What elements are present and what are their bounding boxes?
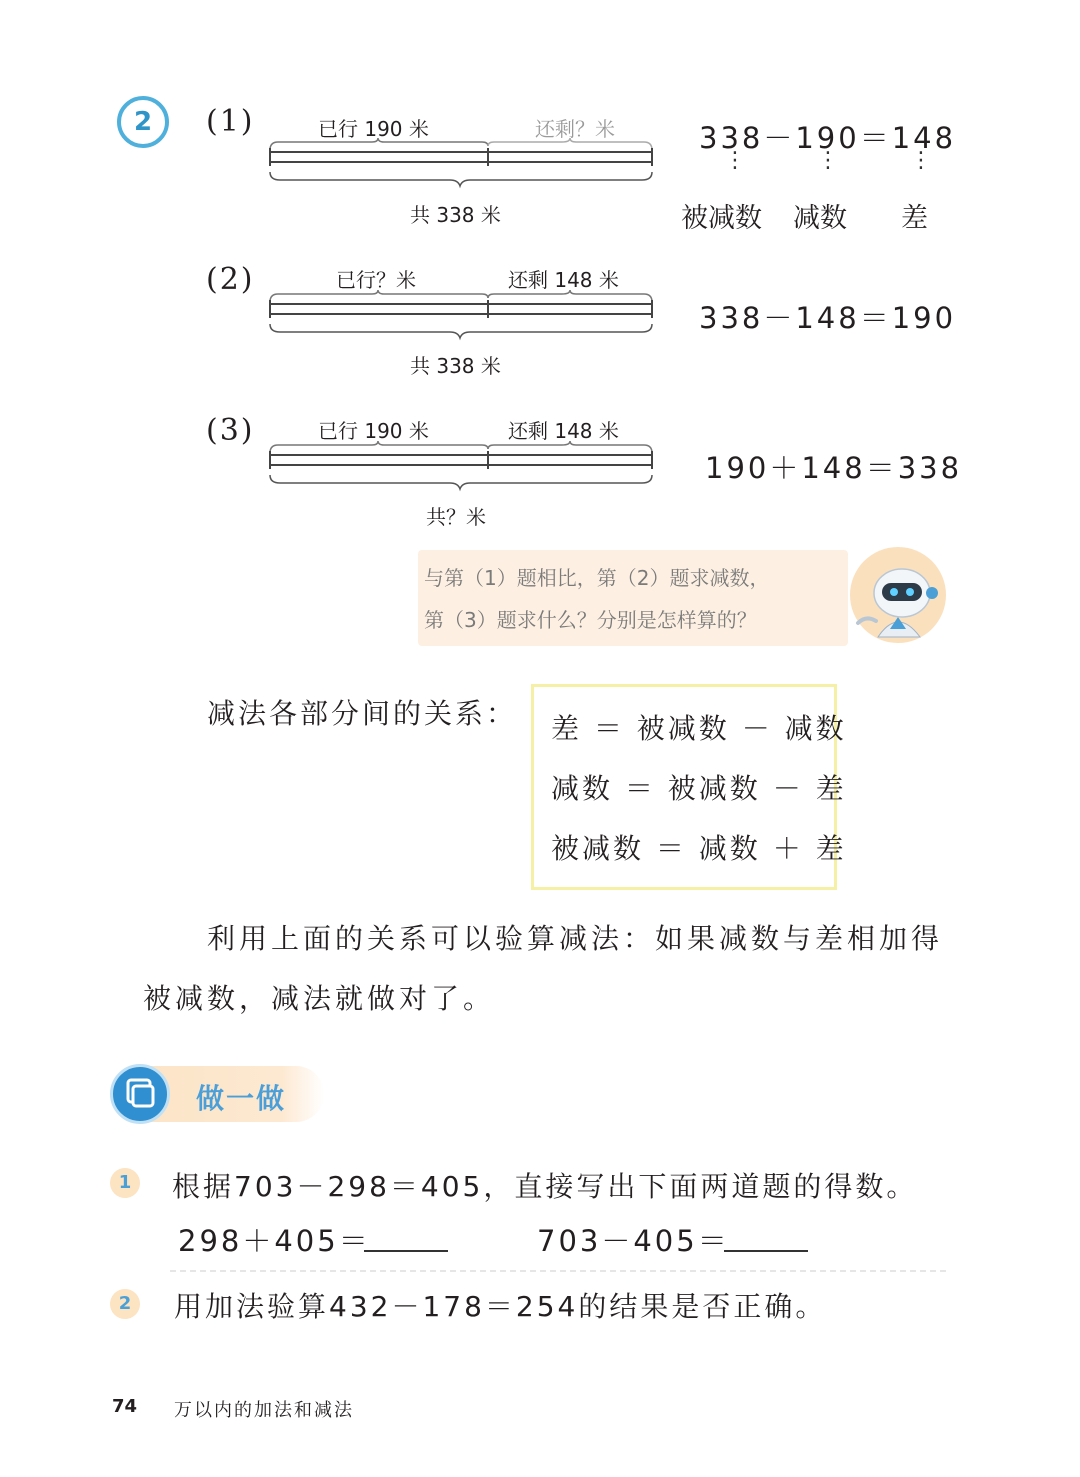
term-difference: 差: [901, 203, 928, 234]
relation-minuend: 被减数 ＝ 减数 ＋ 差: [551, 832, 847, 865]
paragraph-line-1: 利用上面的关系可以验算减法：如果减数与差相加得: [207, 922, 944, 955]
part-3-equation: 190＋148＝338: [705, 451, 963, 485]
answer-blank-2[interactable]: [724, 1248, 808, 1252]
exercise-1-eq-1: 298＋405＝: [178, 1224, 371, 1258]
minuend-connector-dots: ⋮: [724, 148, 746, 173]
part-2-label: (2): [206, 262, 255, 297]
bubble-line-2: 第（3）题求什么？分别是怎样算的？: [424, 608, 757, 632]
section-number: 2: [117, 96, 169, 148]
part-2-line-diagram: [262, 288, 658, 344]
answer-blank-1[interactable]: [364, 1248, 448, 1252]
practice-header-title: 做一做: [196, 1082, 287, 1115]
relation-difference: 差 ＝ 被减数 － 减数: [551, 712, 847, 745]
part-2-top-right-label: 还剩 148 米: [508, 268, 619, 292]
exercise-2-text: 用加法验算432－178＝254的结果是否正确。: [174, 1290, 827, 1323]
part-1-line-diagram: [262, 136, 658, 192]
part-3-top-left-label: 已行 190 米: [318, 419, 429, 443]
term-minuend: 被减数: [681, 203, 762, 234]
relation-subtrahend: 减数 ＝ 被减数 － 差: [551, 772, 847, 805]
robot-mascot-icon: [848, 545, 948, 645]
part-2-equation: 338－148＝190: [699, 301, 957, 335]
exercise-divider: [170, 1270, 946, 1272]
part-3-total-label: 共？米: [426, 505, 486, 529]
part-1-label: (1): [206, 104, 255, 139]
relations-title: 减法各部分间的关系：: [207, 697, 518, 730]
part-2-top-left-label: 已行？米: [336, 268, 416, 292]
term-subtrahend: 减数: [793, 203, 847, 234]
part-1-total-label: 共 338 米: [410, 203, 501, 227]
part-1-equation: 338－190＝148: [699, 121, 957, 155]
part-3-line-diagram: [262, 439, 658, 495]
bubble-line-1: 与第（1）题相比，第（2）题求减数，: [424, 566, 770, 590]
part-3-label: (3): [206, 413, 255, 448]
exercise-2-number: 2: [110, 1289, 140, 1319]
part-2-total-label: 共 338 米: [410, 354, 501, 378]
exercise-1-text: 根据703－298＝405，直接写出下面两道题的得数。: [172, 1170, 918, 1203]
paragraph-line-2: 被减数，减法就做对了。: [143, 982, 496, 1015]
part-3-top-right-label: 还剩 148 米: [508, 419, 619, 443]
subtrahend-connector-dots: ⋮: [817, 148, 839, 173]
part-1-top-right-label: 还剩？米: [535, 117, 615, 141]
page-number: 74: [112, 1396, 138, 1417]
exercise-1-number: 1: [110, 1168, 140, 1198]
exercise-1-eq-2: 703－405＝: [537, 1224, 730, 1258]
part-1-top-left-label: 已行 190 米: [318, 117, 429, 141]
chapter-title: 万以内的加法和减法: [174, 1400, 354, 1421]
practice-icon: [110, 1064, 170, 1124]
difference-connector-dots: ⋮: [910, 148, 932, 173]
